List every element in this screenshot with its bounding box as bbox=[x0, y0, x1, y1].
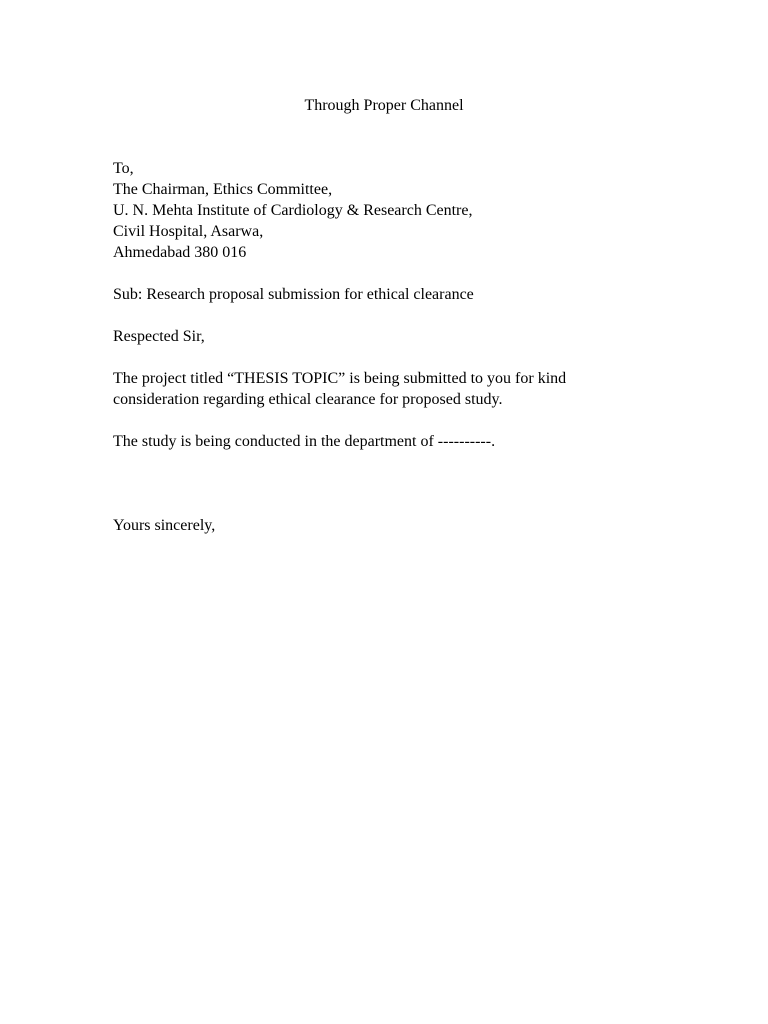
paragraph-2: The study is being conducted in the department of ----------. bbox=[113, 433, 496, 450]
paragraph-1-line-1: The project titled “THESIS TOPIC” is being submitted to you for kind bbox=[113, 370, 567, 387]
paragraph-1-line-2: consideration regarding ethical clearance for proposed study. bbox=[113, 391, 503, 408]
to-line: To, bbox=[113, 160, 134, 177]
recipient-line-1: The Chairman, Ethics Committee, bbox=[113, 181, 333, 198]
subject-line: Sub: Research proposal submission for ethical clearance bbox=[113, 286, 474, 303]
closing: Yours sincerely, bbox=[113, 517, 216, 534]
recipient-line-4: Ahmedabad 380 016 bbox=[113, 244, 247, 261]
recipient-line-2: U. N. Mehta Institute of Cardiology & Research Centre, bbox=[113, 202, 473, 219]
letter-heading: Through Proper Channel bbox=[304, 97, 464, 114]
salutation: Respected Sir, bbox=[113, 328, 205, 345]
recipient-line-3: Civil Hospital, Asarwa, bbox=[113, 223, 264, 240]
